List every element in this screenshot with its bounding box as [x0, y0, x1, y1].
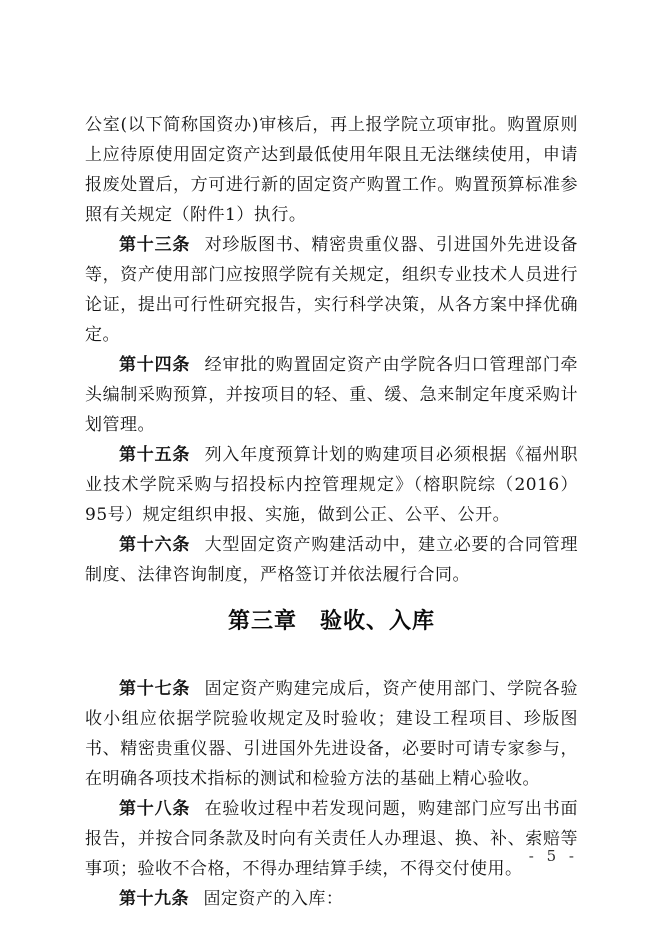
- article-number: 第十八条: [119, 799, 191, 819]
- page-number: - 5 -: [528, 847, 578, 865]
- chapter-heading: 第三章 验收、入库: [227, 609, 435, 634]
- article-paragraph: [85, 440, 578, 530]
- article-paragraph: [85, 350, 578, 440]
- article-paragraph: [85, 230, 578, 350]
- article-number: 第十五条: [119, 445, 191, 465]
- article-text: 在验收过程中若发现问题，购建部门应写出书面报告，并按合同条款及时向有关责任人办理退、换、补、索赔等事项；验收不合格，不得办理结算手续，不得交付使用。: [85, 799, 579, 879]
- article-paragraph: [85, 674, 578, 794]
- article-number: 第十三条: [119, 235, 191, 255]
- paragraph-text: 公室(以下简称国资办)审核后，再上报学院立项审批。购置原则上应待原使用固定资产达到最低使用年限且无法继续使用，申请报废处置后，方可进行新的固定资产购置工作。购置预算标准参照有关规定（附件1）执行。: [85, 115, 578, 225]
- article-text: 经审批的购置固定资产由学院各归口管理部门牵头编制采购预算，并按项目的轻、重、缓、急来制定年度采购计划管理。: [85, 355, 579, 435]
- article-text: 固定资产购建完成后，资产使用部门、学院各验收小组应依据学院验收规定及时验收；建设工程项目、珍版图书、精密贵重仪器、引进国外先进设备，必要时可请专家参与，在明确各项技术指标的测试和检验方法的基础上精心验收。: [85, 679, 579, 789]
- body-paragraph: [85, 110, 578, 230]
- article-number: 第十四条: [119, 355, 191, 375]
- document-content: [85, 110, 578, 914]
- article-number: 第十九条: [119, 889, 189, 909]
- article-number: 第十六条: [119, 535, 191, 555]
- article-text: 大型固定资产购建活动中，建立必要的合同管理制度、法律咨询制度，严格签订并依法履行合同。: [85, 535, 579, 585]
- article-paragraph: [85, 530, 578, 590]
- article-text: 固定资产的入库：: [203, 889, 344, 909]
- article-paragraph: [85, 884, 578, 914]
- article-paragraph: [85, 794, 578, 884]
- article-text: 列入年度预算计划的购建项目必须根据《福州职业技术学院采购与招投标内控管理规定》（榕职院综（2016）95号）规定组织申报、实施，做到公正、公平、公开。: [85, 445, 579, 525]
- article-text: 对珍版图书、精密贵重仪器、引进国外先进设备等，资产使用部门应按照学院有关规定，组织专业技术人员进行论证，提出可行性研究报告，实行科学决策，从各方案中择优确定。: [85, 235, 579, 345]
- article-number: 第十七条: [119, 679, 191, 699]
